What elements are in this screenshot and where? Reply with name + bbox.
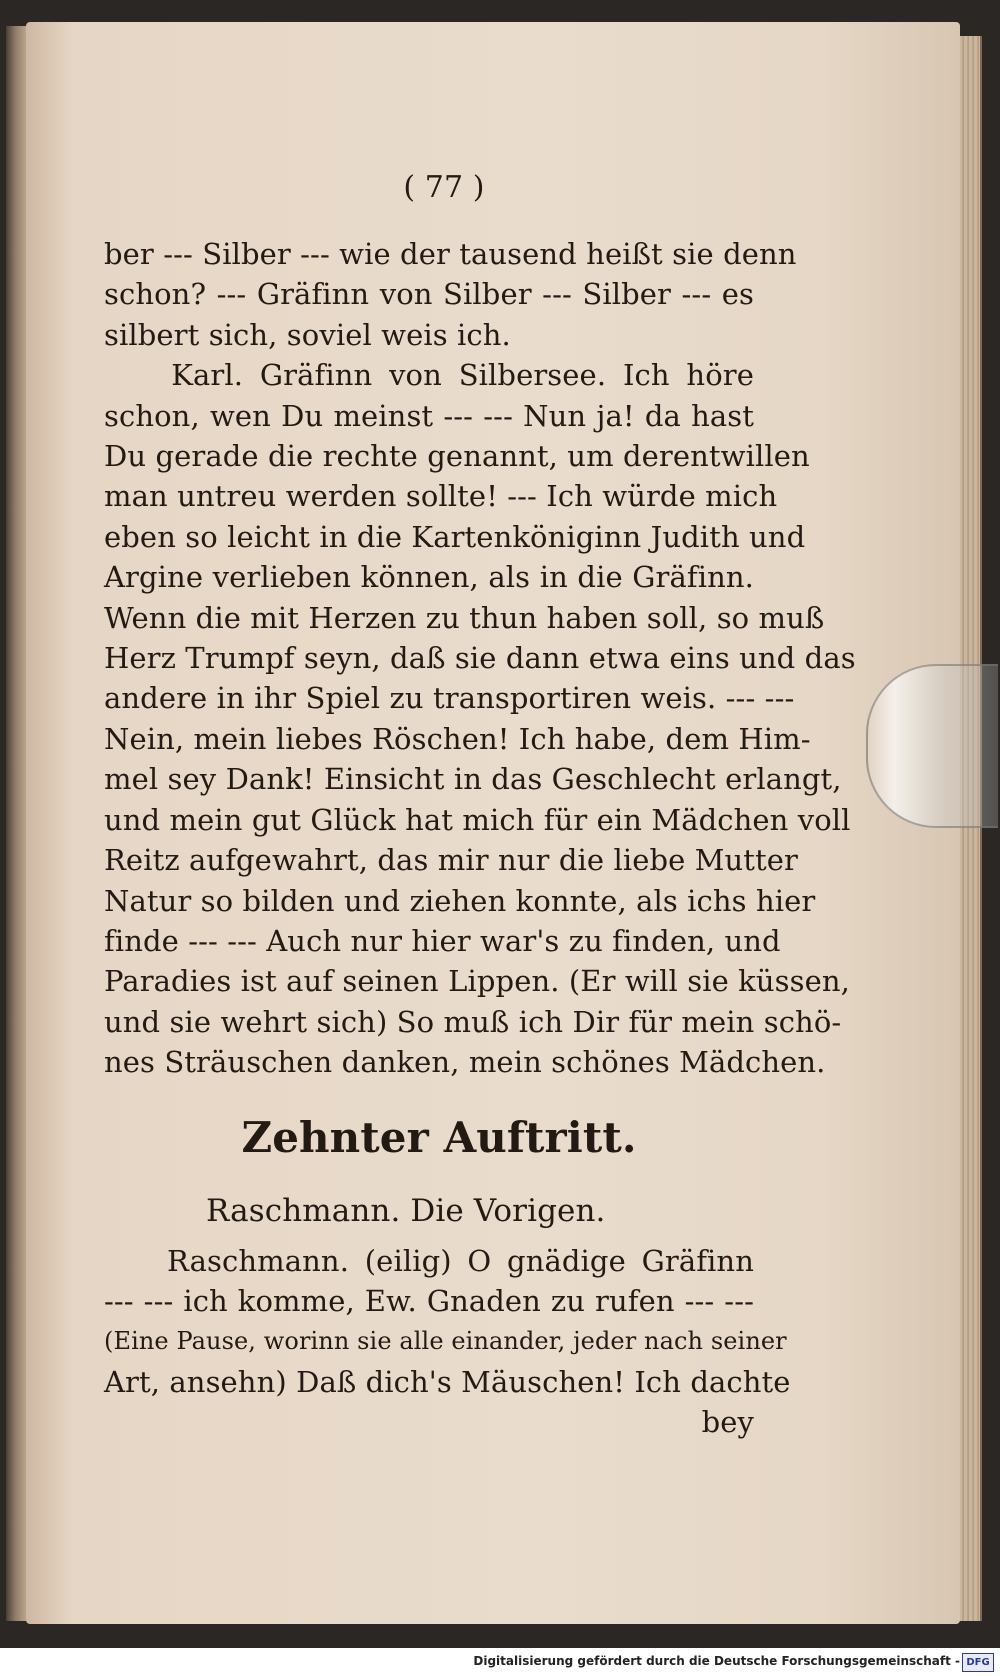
text-line: ber --- Silber --- wie der tausend heißt sie denn [104, 237, 797, 271]
text-line: und mein gut Glück hat mich für ein Mädchen voll [104, 802, 851, 837]
text-line: --- --- ich komme, Ew. Gnaden zu rufen --- --- [104, 1283, 754, 1318]
page-number: ( 77 ) [403, 170, 485, 205]
text-line: schon? --- Gräfinn von Silber --- Silber --- es [104, 277, 754, 312]
funding-credit: Digitalisierung gefördert durch die Deutsche Forschungsgemeinschaft - [473, 1654, 960, 1668]
text-line: schon, wen Du meinst --- --- Nun ja! da hast [104, 398, 754, 433]
page-clip [866, 664, 998, 828]
catchword: bey [701, 1405, 754, 1440]
text-line: nes Sträuschen danken, mein schönes Mädchen. [104, 1045, 826, 1080]
text-line: Du gerade die rechte genannt, um derentwillen [104, 439, 810, 474]
footer-bar [0, 1648, 1000, 1676]
scene-persons: Raschmann. Die Vorigen. [206, 1192, 606, 1229]
text-line: mel sey Dank! Einsicht in das Geschlecht erlangt, [104, 762, 842, 797]
text-line: Art, ansehn) Daß dich's Mäuschen! Ich dachte [104, 1364, 791, 1399]
text-line: Wenn die mit Herzen zu thun haben soll, so muß [104, 600, 825, 635]
text-line: silbert sich, soviel weis ich. [104, 317, 511, 352]
text-line: Herz Trumpf seyn, daß sie dann etwa eins und das [104, 641, 856, 676]
text-line: Natur so bilden und ziehen konnte, als ichs hier [104, 883, 816, 918]
text-line: Reitz aufgewahrt, das mir nur die liebe Mutter [104, 843, 799, 878]
text-line: man untreu werden sollte! --- Ich würde mich [104, 479, 778, 514]
scene-heading: Zehnter Auftritt. [241, 1112, 637, 1162]
text-line: finde --- --- Auch nur hier war's zu finden, und [104, 923, 781, 958]
dfg-logo: DFG [962, 1653, 994, 1672]
text-line: Nein, mein liebes Röschen! Ich habe, dem Him- [104, 721, 811, 756]
text-line: Raschmann. (eilig) O gnädige Gräfinn [104, 1243, 754, 1278]
text-line: Argine verlieben können, als in die Gräfinn. [104, 560, 754, 595]
previous-page-edge [6, 26, 26, 1621]
text-line: eben so leicht in die Kartenköniginn Judith und [104, 519, 806, 554]
stage-direction-line: (Eine Pause, worinn sie alle einander, jeder nach seiner [104, 1327, 787, 1356]
text-line: Paradies ist auf seinen Lippen. (Er will sie küssen, [104, 964, 850, 999]
text-line: und sie wehrt sich) So muß ich Dir für mein schö- [104, 1004, 842, 1039]
text-line: Karl. Gräfinn von Silbersee. Ich höre [104, 358, 754, 393]
page-text [104, 168, 856, 1443]
text-line: andere in ihr Spiel zu transportiren weis. --- --- [104, 681, 795, 716]
